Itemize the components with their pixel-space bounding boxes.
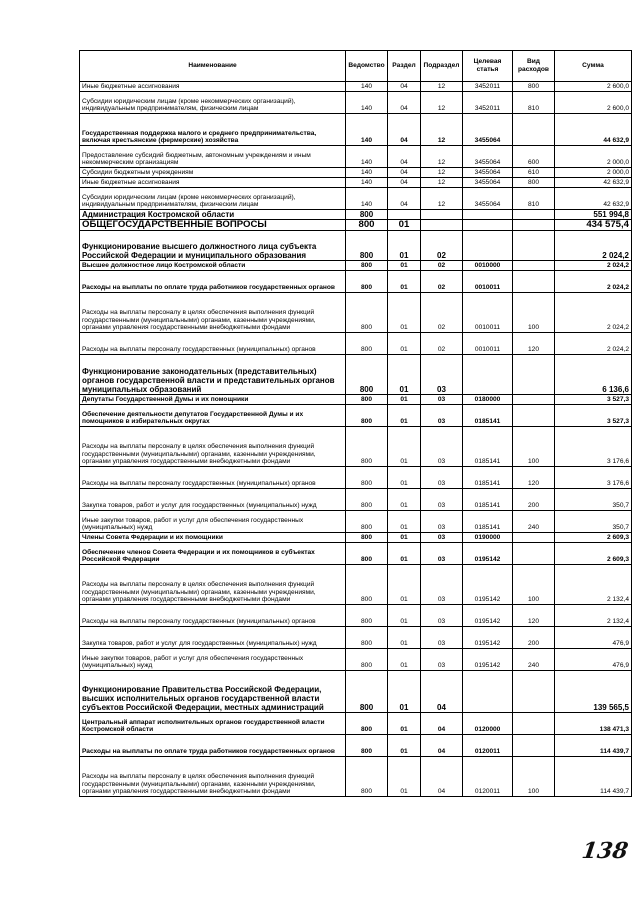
cell-summa: 2 000,0 xyxy=(555,146,632,168)
cell-vedomstvo: 800 xyxy=(346,427,388,467)
cell-vid-rashodov xyxy=(513,355,555,395)
cell-summa: 2 024,2 xyxy=(555,261,632,271)
cell-razdel: 01 xyxy=(388,231,421,261)
table-row xyxy=(80,649,632,671)
cell-vid-rashodov: 810 xyxy=(513,92,555,114)
table-body xyxy=(80,82,632,797)
cell-summa: 2 132,4 xyxy=(555,565,632,605)
cell-celevaya-statya: 0195142 xyxy=(463,565,513,605)
cell-summa: 2 609,3 xyxy=(555,543,632,565)
cell-celevaya-statya: 0185141 xyxy=(463,467,513,489)
table-header xyxy=(80,51,632,82)
cell-razdel: 01 xyxy=(388,405,421,427)
cell-name: Расходы на выплаты персоналу государственных (муниципальных) органов xyxy=(80,605,346,627)
cell-vid-rashodov: 800 xyxy=(513,178,555,188)
cell-podrazdel: 03 xyxy=(421,405,463,427)
cell-vid-rashodov xyxy=(513,533,555,543)
table-row xyxy=(80,333,632,355)
cell-vid-rashodov: 800 xyxy=(513,82,555,92)
table-row xyxy=(80,565,632,605)
cell-summa: 350,7 xyxy=(555,511,632,533)
cell-podrazdel: 03 xyxy=(421,565,463,605)
header-podrazdel: Подраздел xyxy=(421,51,463,82)
cell-summa: 2 600,0 xyxy=(555,92,632,114)
cell-name: Высшее должностное лицо Костромской области xyxy=(80,261,346,271)
cell-celevaya-statya: 0180000 xyxy=(463,395,513,405)
cell-podrazdel: 12 xyxy=(421,114,463,146)
cell-podrazdel: 02 xyxy=(421,261,463,271)
cell-podrazdel: 04 xyxy=(421,671,463,713)
cell-razdel: 01 xyxy=(388,467,421,489)
cell-vid-rashodov: 100 xyxy=(513,757,555,797)
cell-vid-rashodov xyxy=(513,231,555,261)
cell-vid-rashodov xyxy=(513,210,555,220)
cell-vedomstvo: 800 xyxy=(346,533,388,543)
cell-vedomstvo: 800 xyxy=(346,220,388,231)
cell-razdel: 01 xyxy=(388,565,421,605)
cell-name: Обеспечение деятельности депутатов Государственной Думы и их помощников в избирательных округах xyxy=(80,405,346,427)
budget-table xyxy=(79,50,632,797)
cell-razdel: 04 xyxy=(388,188,421,210)
cell-name: Расходы на выплаты персоналу государственных (муниципальных) органов xyxy=(80,333,346,355)
cell-vedomstvo: 140 xyxy=(346,146,388,168)
cell-vid-rashodov xyxy=(513,713,555,735)
cell-podrazdel: 03 xyxy=(421,427,463,467)
cell-razdel: 01 xyxy=(388,489,421,511)
table-row xyxy=(80,713,632,735)
table-row xyxy=(80,355,632,395)
cell-celevaya-statya: 0120000 xyxy=(463,713,513,735)
cell-summa: 138 471,3 xyxy=(555,713,632,735)
cell-summa: 350,7 xyxy=(555,489,632,511)
cell-summa: 42 632,9 xyxy=(555,178,632,188)
cell-vid-rashodov xyxy=(513,543,555,565)
cell-celevaya-statya xyxy=(463,355,513,395)
cell-razdel: 01 xyxy=(388,605,421,627)
cell-name: Расходы на выплаты персоналу государственных (муниципальных) органов xyxy=(80,467,346,489)
table-row xyxy=(80,210,632,220)
cell-vid-rashodov: 120 xyxy=(513,333,555,355)
cell-vid-rashodov: 240 xyxy=(513,511,555,533)
cell-summa: 551 994,8 xyxy=(555,210,632,220)
cell-vedomstvo: 800 xyxy=(346,735,388,757)
cell-razdel: 01 xyxy=(388,271,421,293)
cell-summa: 434 575,4 xyxy=(555,220,632,231)
cell-razdel: 01 xyxy=(388,220,421,231)
cell-razdel: 01 xyxy=(388,533,421,543)
cell-podrazdel: 02 xyxy=(421,333,463,355)
cell-vedomstvo: 800 xyxy=(346,210,388,220)
cell-vid-rashodov xyxy=(513,395,555,405)
cell-summa: 2 600,0 xyxy=(555,82,632,92)
cell-podrazdel: 03 xyxy=(421,395,463,405)
cell-celevaya-statya xyxy=(463,220,513,231)
table-row xyxy=(80,627,632,649)
cell-summa: 2 132,4 xyxy=(555,605,632,627)
cell-vedomstvo: 800 xyxy=(346,355,388,395)
cell-podrazdel xyxy=(421,220,463,231)
table-row xyxy=(80,261,632,271)
cell-vedomstvo: 800 xyxy=(346,671,388,713)
cell-name: Члены Совета Федерации и их помощники xyxy=(80,533,346,543)
cell-razdel: 01 xyxy=(388,511,421,533)
table-row xyxy=(80,489,632,511)
cell-vedomstvo: 140 xyxy=(346,188,388,210)
cell-vedomstvo: 800 xyxy=(346,405,388,427)
cell-razdel: 01 xyxy=(388,757,421,797)
cell-vedomstvo: 140 xyxy=(346,168,388,178)
cell-celevaya-statya: 0010011 xyxy=(463,271,513,293)
cell-podrazdel: 03 xyxy=(421,605,463,627)
header-celevaya-statya: Целевая статья xyxy=(463,51,513,82)
cell-celevaya-statya: 0010011 xyxy=(463,333,513,355)
cell-summa: 6 136,6 xyxy=(555,355,632,395)
table-row xyxy=(80,146,632,168)
cell-celevaya-statya xyxy=(463,231,513,261)
cell-vedomstvo: 140 xyxy=(346,178,388,188)
header-vedomstvo: Ведомство xyxy=(346,51,388,82)
cell-podrazdel: 03 xyxy=(421,533,463,543)
cell-summa: 2 024,2 xyxy=(555,293,632,333)
cell-vid-rashodov xyxy=(513,114,555,146)
cell-name: ОБЩЕГОСУДАРСТВЕННЫЕ ВОПРОСЫ xyxy=(80,220,346,231)
table-row xyxy=(80,231,632,261)
cell-summa: 3 176,6 xyxy=(555,467,632,489)
cell-vedomstvo: 800 xyxy=(346,395,388,405)
cell-celevaya-statya: 3452011 xyxy=(463,82,513,92)
cell-celevaya-statya: 0010000 xyxy=(463,261,513,271)
cell-summa: 2 024,2 xyxy=(555,231,632,261)
cell-celevaya-statya: 3452011 xyxy=(463,92,513,114)
table-row xyxy=(80,671,632,713)
table-row xyxy=(80,467,632,489)
header-vid-rashodov: Вид расходов xyxy=(513,51,555,82)
cell-name: Закупка товаров, работ и услуг для государственных (муниципальных) нужд xyxy=(80,627,346,649)
table-row xyxy=(80,114,632,146)
cell-summa: 114 439,7 xyxy=(555,757,632,797)
cell-name: Иные закупки товаров, работ и услуг для обеспечения государственных (муниципальных) нужд xyxy=(80,649,346,671)
cell-podrazdel xyxy=(421,210,463,220)
cell-razdel: 01 xyxy=(388,395,421,405)
cell-vid-rashodov xyxy=(513,735,555,757)
cell-podrazdel: 12 xyxy=(421,188,463,210)
cell-name: Расходы на выплаты по оплате труда работников государственных органов xyxy=(80,735,346,757)
cell-celevaya-statya xyxy=(463,671,513,713)
cell-razdel: 01 xyxy=(388,627,421,649)
cell-vedomstvo: 800 xyxy=(346,333,388,355)
cell-celevaya-statya: 0195142 xyxy=(463,543,513,565)
cell-name: Иные закупки товаров, работ и услуг для обеспечения государственных (муниципальных) нужд xyxy=(80,511,346,533)
cell-vedomstvo: 800 xyxy=(346,627,388,649)
cell-vedomstvo: 800 xyxy=(346,543,388,565)
cell-vedomstvo: 800 xyxy=(346,293,388,333)
cell-razdel: 01 xyxy=(388,293,421,333)
cell-vid-rashodov: 120 xyxy=(513,467,555,489)
table-row xyxy=(80,271,632,293)
cell-podrazdel: 03 xyxy=(421,543,463,565)
cell-summa: 2 024,2 xyxy=(555,333,632,355)
cell-razdel: 01 xyxy=(388,713,421,735)
table-row xyxy=(80,220,632,231)
cell-name: Расходы на выплаты по оплате труда работников государственных органов xyxy=(80,271,346,293)
table-row xyxy=(80,168,632,178)
table-row xyxy=(80,735,632,757)
cell-celevaya-statya: 3455064 xyxy=(463,114,513,146)
cell-name: Центральный аппарат исполнительных органов государственной власти Костромской области xyxy=(80,713,346,735)
cell-name: Иные бюджетные ассигнования xyxy=(80,178,346,188)
cell-summa: 42 632,9 xyxy=(555,188,632,210)
cell-celevaya-statya: 3455064 xyxy=(463,168,513,178)
cell-celevaya-statya: 0195142 xyxy=(463,627,513,649)
cell-razdel: 04 xyxy=(388,146,421,168)
cell-celevaya-statya: 0010011 xyxy=(463,293,513,333)
cell-razdel: 01 xyxy=(388,427,421,467)
cell-celevaya-statya: 0195142 xyxy=(463,649,513,671)
cell-vid-rashodov: 120 xyxy=(513,605,555,627)
table-row xyxy=(80,543,632,565)
cell-celevaya-statya: 3455064 xyxy=(463,178,513,188)
cell-podrazdel: 02 xyxy=(421,231,463,261)
cell-podrazdel: 03 xyxy=(421,355,463,395)
cell-vedomstvo: 800 xyxy=(346,467,388,489)
cell-vedomstvo: 800 xyxy=(346,713,388,735)
cell-vedomstvo: 140 xyxy=(346,114,388,146)
table-row xyxy=(80,533,632,543)
cell-vedomstvo: 800 xyxy=(346,489,388,511)
cell-name: Функционирование высшего должностного лица субъекта Российской Федерации и муниципального образования xyxy=(80,231,346,261)
cell-summa: 3 527,3 xyxy=(555,395,632,405)
cell-name: Функционирование Правительства Российской Федерации, высших исполнительных органов государственной власти субъектов Российской Федерации, местных администраций xyxy=(80,671,346,713)
cell-celevaya-statya: 0185141 xyxy=(463,405,513,427)
table-row xyxy=(80,178,632,188)
cell-name: Субсидии юридическим лицам (кроме некоммерческих организаций), индивидуальным предпринимателям, физическим лицам xyxy=(80,92,346,114)
page-number: 138 xyxy=(580,838,630,864)
cell-razdel: 04 xyxy=(388,114,421,146)
cell-podrazdel: 02 xyxy=(421,293,463,333)
cell-vedomstvo: 140 xyxy=(346,82,388,92)
cell-name: Иные бюджетные ассигнования xyxy=(80,82,346,92)
cell-vedomstvo: 140 xyxy=(346,92,388,114)
cell-podrazdel: 02 xyxy=(421,271,463,293)
cell-name: Расходы на выплаты персоналу в целях обеспечения выполнения функций государственными (муниципальными) органами, казенными учреждениями, органами управления государственными внебюджетными фондами xyxy=(80,565,346,605)
table-row xyxy=(80,82,632,92)
cell-vid-rashodov xyxy=(513,671,555,713)
cell-podrazdel: 12 xyxy=(421,92,463,114)
table-row xyxy=(80,395,632,405)
cell-razdel: 01 xyxy=(388,735,421,757)
budget-table-sheet xyxy=(79,50,639,797)
cell-vedomstvo: 800 xyxy=(346,511,388,533)
cell-name: Государственная поддержка малого и среднего предпринимательства, включая крестьянские (фермерские) хозяйства xyxy=(80,114,346,146)
cell-celevaya-statya xyxy=(463,210,513,220)
cell-podrazdel: 03 xyxy=(421,627,463,649)
cell-razdel: 04 xyxy=(388,82,421,92)
cell-vedomstvo: 800 xyxy=(346,605,388,627)
cell-razdel: 01 xyxy=(388,543,421,565)
cell-razdel: 01 xyxy=(388,333,421,355)
cell-name: Субсидии юридическим лицам (кроме некоммерческих организаций), индивидуальным предпринимателям, физическим лицам xyxy=(80,188,346,210)
table-row xyxy=(80,605,632,627)
cell-razdel xyxy=(388,210,421,220)
table-row xyxy=(80,293,632,333)
cell-celevaya-statya: 0185141 xyxy=(463,511,513,533)
cell-name: Расходы на выплаты персоналу в целях обеспечения выполнения функций государственными (муниципальными) органами, казенными учреждениями, органами управления государственными внебюджетными фондами xyxy=(80,757,346,797)
cell-name: Администрация Костромской области xyxy=(80,210,346,220)
cell-celevaya-statya: 0190000 xyxy=(463,533,513,543)
cell-name: Расходы на выплаты персоналу в целях обеспечения выполнения функций государственными (муниципальными) органами, казенными учреждениями, органами управления государственными внебюджетными фондами xyxy=(80,427,346,467)
cell-podrazdel: 12 xyxy=(421,178,463,188)
cell-vid-rashodov: 610 xyxy=(513,168,555,178)
cell-summa: 139 565,5 xyxy=(555,671,632,713)
cell-summa: 114 439,7 xyxy=(555,735,632,757)
table-row xyxy=(80,427,632,467)
cell-razdel: 01 xyxy=(388,355,421,395)
cell-name: Предоставление субсидий бюджетным, автономным учреждениям и иным некоммерческим организациям xyxy=(80,146,346,168)
cell-vedomstvo: 800 xyxy=(346,271,388,293)
cell-podrazdel: 03 xyxy=(421,649,463,671)
cell-vid-rashodov: 240 xyxy=(513,649,555,671)
cell-summa: 2 024,2 xyxy=(555,271,632,293)
cell-razdel: 04 xyxy=(388,178,421,188)
header-summa: Сумма xyxy=(555,51,632,82)
cell-vid-rashodov xyxy=(513,220,555,231)
cell-podrazdel: 03 xyxy=(421,511,463,533)
cell-vedomstvo: 800 xyxy=(346,649,388,671)
cell-vid-rashodov: 100 xyxy=(513,565,555,605)
header-razdel: Раздел xyxy=(388,51,421,82)
cell-razdel: 01 xyxy=(388,649,421,671)
cell-podrazdel: 03 xyxy=(421,489,463,511)
cell-vedomstvo: 800 xyxy=(346,565,388,605)
cell-celevaya-statya: 0195142 xyxy=(463,605,513,627)
cell-summa: 3 176,6 xyxy=(555,427,632,467)
cell-vedomstvo: 800 xyxy=(346,261,388,271)
cell-razdel: 04 xyxy=(388,92,421,114)
cell-celevaya-statya: 0120011 xyxy=(463,735,513,757)
cell-celevaya-statya: 3455064 xyxy=(463,146,513,168)
cell-razdel: 04 xyxy=(388,168,421,178)
cell-celevaya-statya: 0185141 xyxy=(463,427,513,467)
cell-podrazdel: 04 xyxy=(421,735,463,757)
cell-vid-rashodov: 600 xyxy=(513,146,555,168)
cell-podrazdel: 12 xyxy=(421,82,463,92)
cell-summa: 476,9 xyxy=(555,627,632,649)
cell-vedomstvo: 800 xyxy=(346,231,388,261)
cell-vid-rashodov: 200 xyxy=(513,627,555,649)
cell-celevaya-statya: 0185141 xyxy=(463,489,513,511)
cell-summa: 2 000,0 xyxy=(555,168,632,178)
cell-name: Расходы на выплаты персоналу в целях обеспечения выполнения функций государственными (муниципальными) органами, казенными учреждениями, органами управления государственными внебюджетными фондами xyxy=(80,293,346,333)
cell-celevaya-statya: 0120011 xyxy=(463,757,513,797)
table-row xyxy=(80,757,632,797)
cell-name: Обеспечение членов Совета Федерации и их помощников в субъектах Российской Федерации xyxy=(80,543,346,565)
cell-podrazdel: 04 xyxy=(421,713,463,735)
cell-razdel: 01 xyxy=(388,261,421,271)
cell-vid-rashodov: 100 xyxy=(513,293,555,333)
table-row xyxy=(80,405,632,427)
cell-summa: 2 609,3 xyxy=(555,533,632,543)
cell-name: Субсидии бюджетным учреждениям xyxy=(80,168,346,178)
header-name: Наименование xyxy=(80,51,346,82)
cell-celevaya-statya: 3455064 xyxy=(463,188,513,210)
cell-vid-rashodov: 200 xyxy=(513,489,555,511)
cell-vid-rashodov: 100 xyxy=(513,427,555,467)
cell-name: Закупка товаров, работ и услуг для государственных (муниципальных) нужд xyxy=(80,489,346,511)
cell-vid-rashodov: 810 xyxy=(513,188,555,210)
cell-name: Функционирование законодательных (представительных) органов государственной власти и представительных органов муниципальных образований xyxy=(80,355,346,395)
cell-summa: 3 527,3 xyxy=(555,405,632,427)
cell-vedomstvo: 800 xyxy=(346,757,388,797)
cell-vid-rashodov xyxy=(513,405,555,427)
cell-summa: 44 632,9 xyxy=(555,114,632,146)
cell-summa: 476,9 xyxy=(555,649,632,671)
table-row xyxy=(80,188,632,210)
cell-razdel: 01 xyxy=(388,671,421,713)
cell-name: Депутаты Государственной Думы и их помощники xyxy=(80,395,346,405)
cell-podrazdel: 12 xyxy=(421,146,463,168)
cell-vid-rashodov xyxy=(513,271,555,293)
cell-podrazdel: 04 xyxy=(421,757,463,797)
cell-podrazdel: 03 xyxy=(421,467,463,489)
table-row xyxy=(80,511,632,533)
table-row xyxy=(80,92,632,114)
cell-vid-rashodov xyxy=(513,261,555,271)
cell-podrazdel: 12 xyxy=(421,168,463,178)
